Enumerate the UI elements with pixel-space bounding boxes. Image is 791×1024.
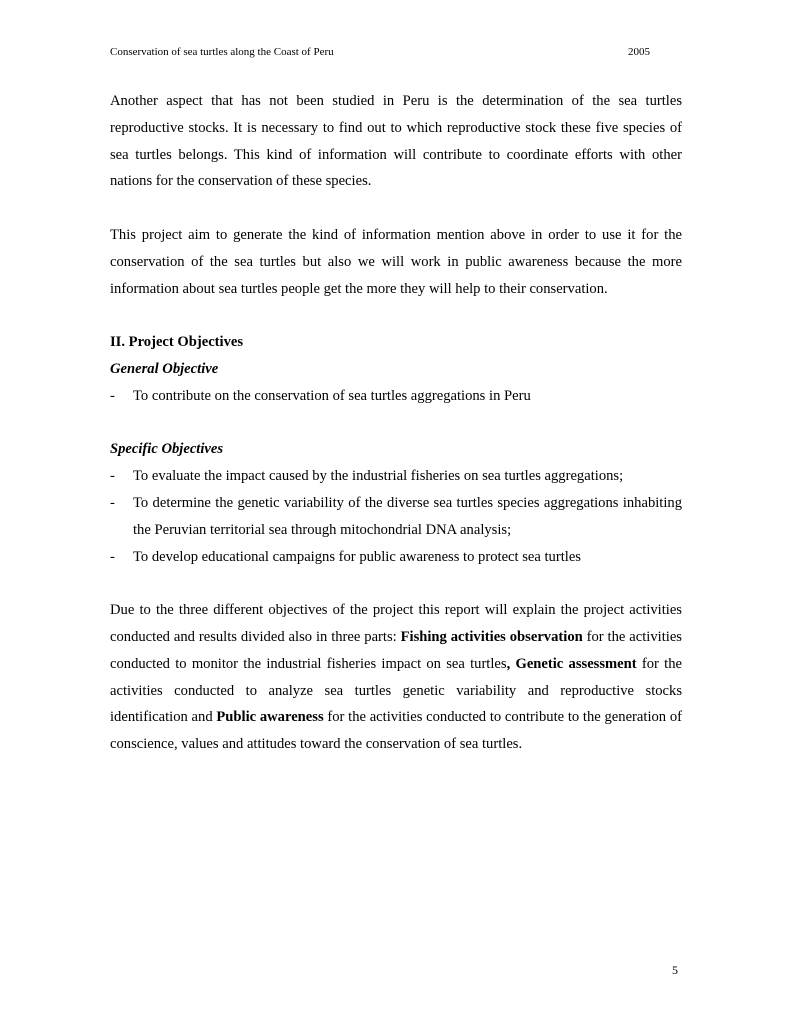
specific-objective-text: To develop educational campaigns for public awareness to protect sea turtles [133,548,581,565]
specific-objective-item [110,544,682,571]
page-number: 5 [672,963,678,977]
report-structure-text: for the activities conducted to analyze sea turtles genetic variability and reproductive stocks identification and [110,655,682,726]
header-year: 2005 [628,46,650,58]
specific-objective-item [110,463,682,490]
paragraph-reproductive-stocks: Another aspect that has not been studied in Peru is the determination of the sea turtles reproductive stocks. It is necessary to find out to which reproductive stock these five species of sea turtles belongs. This kind of information will contribute to coordinate efforts with other nations for the conservation of these species. [110,93,682,190]
paragraph-report-structure [110,597,682,758]
header-title: Conservation of sea turtles along the Coast of Peru [110,46,334,58]
general-objective-text: To contribute on the conservation of sea turtles aggregations in Peru [133,387,531,404]
page-content [110,88,682,758]
specific-objective-text: To evaluate the impact caused by the industrial fisheries on sea turtles aggregations; [133,468,624,485]
bullet-dash: - [110,548,115,565]
bullet-dash: - [110,387,115,404]
specific-objectives-heading: Specific Objectives [110,441,224,458]
section-heading-objectives: II. Project Objectives [110,334,244,351]
bold-fishing-activities: Fishing activities observation [400,628,583,645]
bold-genetic-assessment: , Genetic assessment [506,655,637,672]
report-structure-text: for the activities conducted to monitor the industrial fisheries impact on sea turtles [110,628,682,672]
paragraph-project-aim: This project aim to generate the kind of information mention above in order to use it for the conservation of the sea turtles but also we will work in public awareness because the more information about sea turtles people get the more they will help to their conservation. [110,226,682,297]
specific-objective-text: To determine the genetic variability of the diverse sea turtles species aggregations inhabiting the Peruvian territorial sea through mitochondrial DNA analysis; [133,494,682,538]
general-objective-heading: General Objective [110,360,219,377]
bullet-dash: - [110,494,115,511]
general-objective-item [110,383,682,410]
bold-public-awareness: Public awareness [216,709,324,726]
report-structure-text: for the activities conducted to contribute to the generation of conscience, values and attitudes toward the conservation of sea turtles. [110,709,682,753]
bullet-dash: - [110,468,115,485]
report-structure-text: Due to the three different objectives of the project this report will explain the project activities conducted and results divided also in three parts: [110,602,682,645]
specific-objective-item [110,490,682,544]
